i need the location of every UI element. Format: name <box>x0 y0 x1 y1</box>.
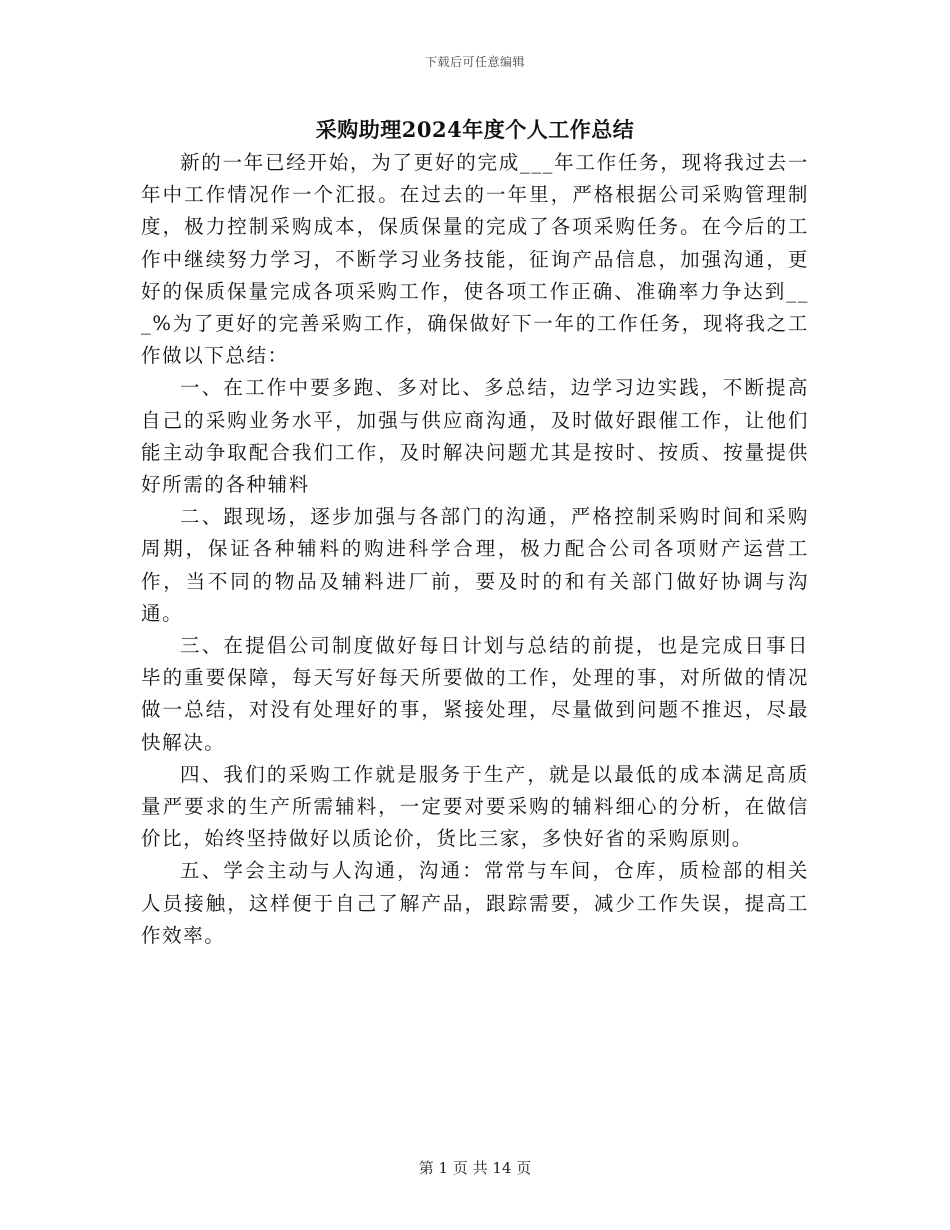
header-note: 下载后可任意编辑 <box>424 55 525 69</box>
paragraph-point-3: 三、在提倡公司制度做好每日计划与总结的前提，也是完成日事日毕的重要保障，每天写好每天所要做的工作，处理的事，对所做的情况做一总结，对没有处理好的事，紧接处理，尽量做到问题不推迟，尽最快解决。 <box>141 634 809 754</box>
paragraph-point-1: 一、在工作中要多跑、多对比、多总结，边学习边实践，不断提高自己的采购业务水平，加强与供应商沟通，及时做好跟催工作，让他们能主动争取配合我们工作，及时解决问题尤其是按时、按质、按量提供好所需的各种辅料 <box>141 376 809 497</box>
page-number-footer: 第 1 页 共 14 页 <box>418 1159 532 1177</box>
paragraph-point-2: 二、跟现场，逐步加强与各部门的沟通，严格控制采购时间和采购周期，保证各种辅料的购进科学合理，极力配合公司各项财产运营工作，当不同的物品及辅料进厂前，要及时的和有关部门做好协调与沟通。 <box>141 505 809 625</box>
paragraph-intro: 新的一年已经开始，为了更好的完成___年工作任务，现将我过去一年中工作情况作一个汇报。在过去的一年里，严格根据公司采购管理制度，极力控制采购成本，保质保量的完成了各项采购任务。在今后的工作中继续努力学习，不断学习业务技能，征询产品信息，加强沟通，更好的保质保量完成各项采购工作，使各项工作正确、准确率力争达到___%为了更好的完善采购工作，确保做好下一年的工作任务，现将我之工作做以下总结： <box>141 151 809 368</box>
document-title: 采购助理2024年度个人工作总结 <box>315 117 635 142</box>
paragraph-point-4: 四、我们的采购工作就是服务于生产，就是以最低的成本满足高质量严要求的生产所需辅料，一定要对要采购的辅料细心的分析，在做信价比，始终坚持做好以质论价，货比三家，多快好省的采购原则。 <box>141 762 809 851</box>
document-body <box>141 147 809 952</box>
paragraph-point-5: 五、学会主动与人沟通，沟通：常常与车间，仓库，质检部的相关人员接触，这样便于自己了解产品，跟踪需要，减少工作失误，提高工作效率。 <box>141 859 809 947</box>
